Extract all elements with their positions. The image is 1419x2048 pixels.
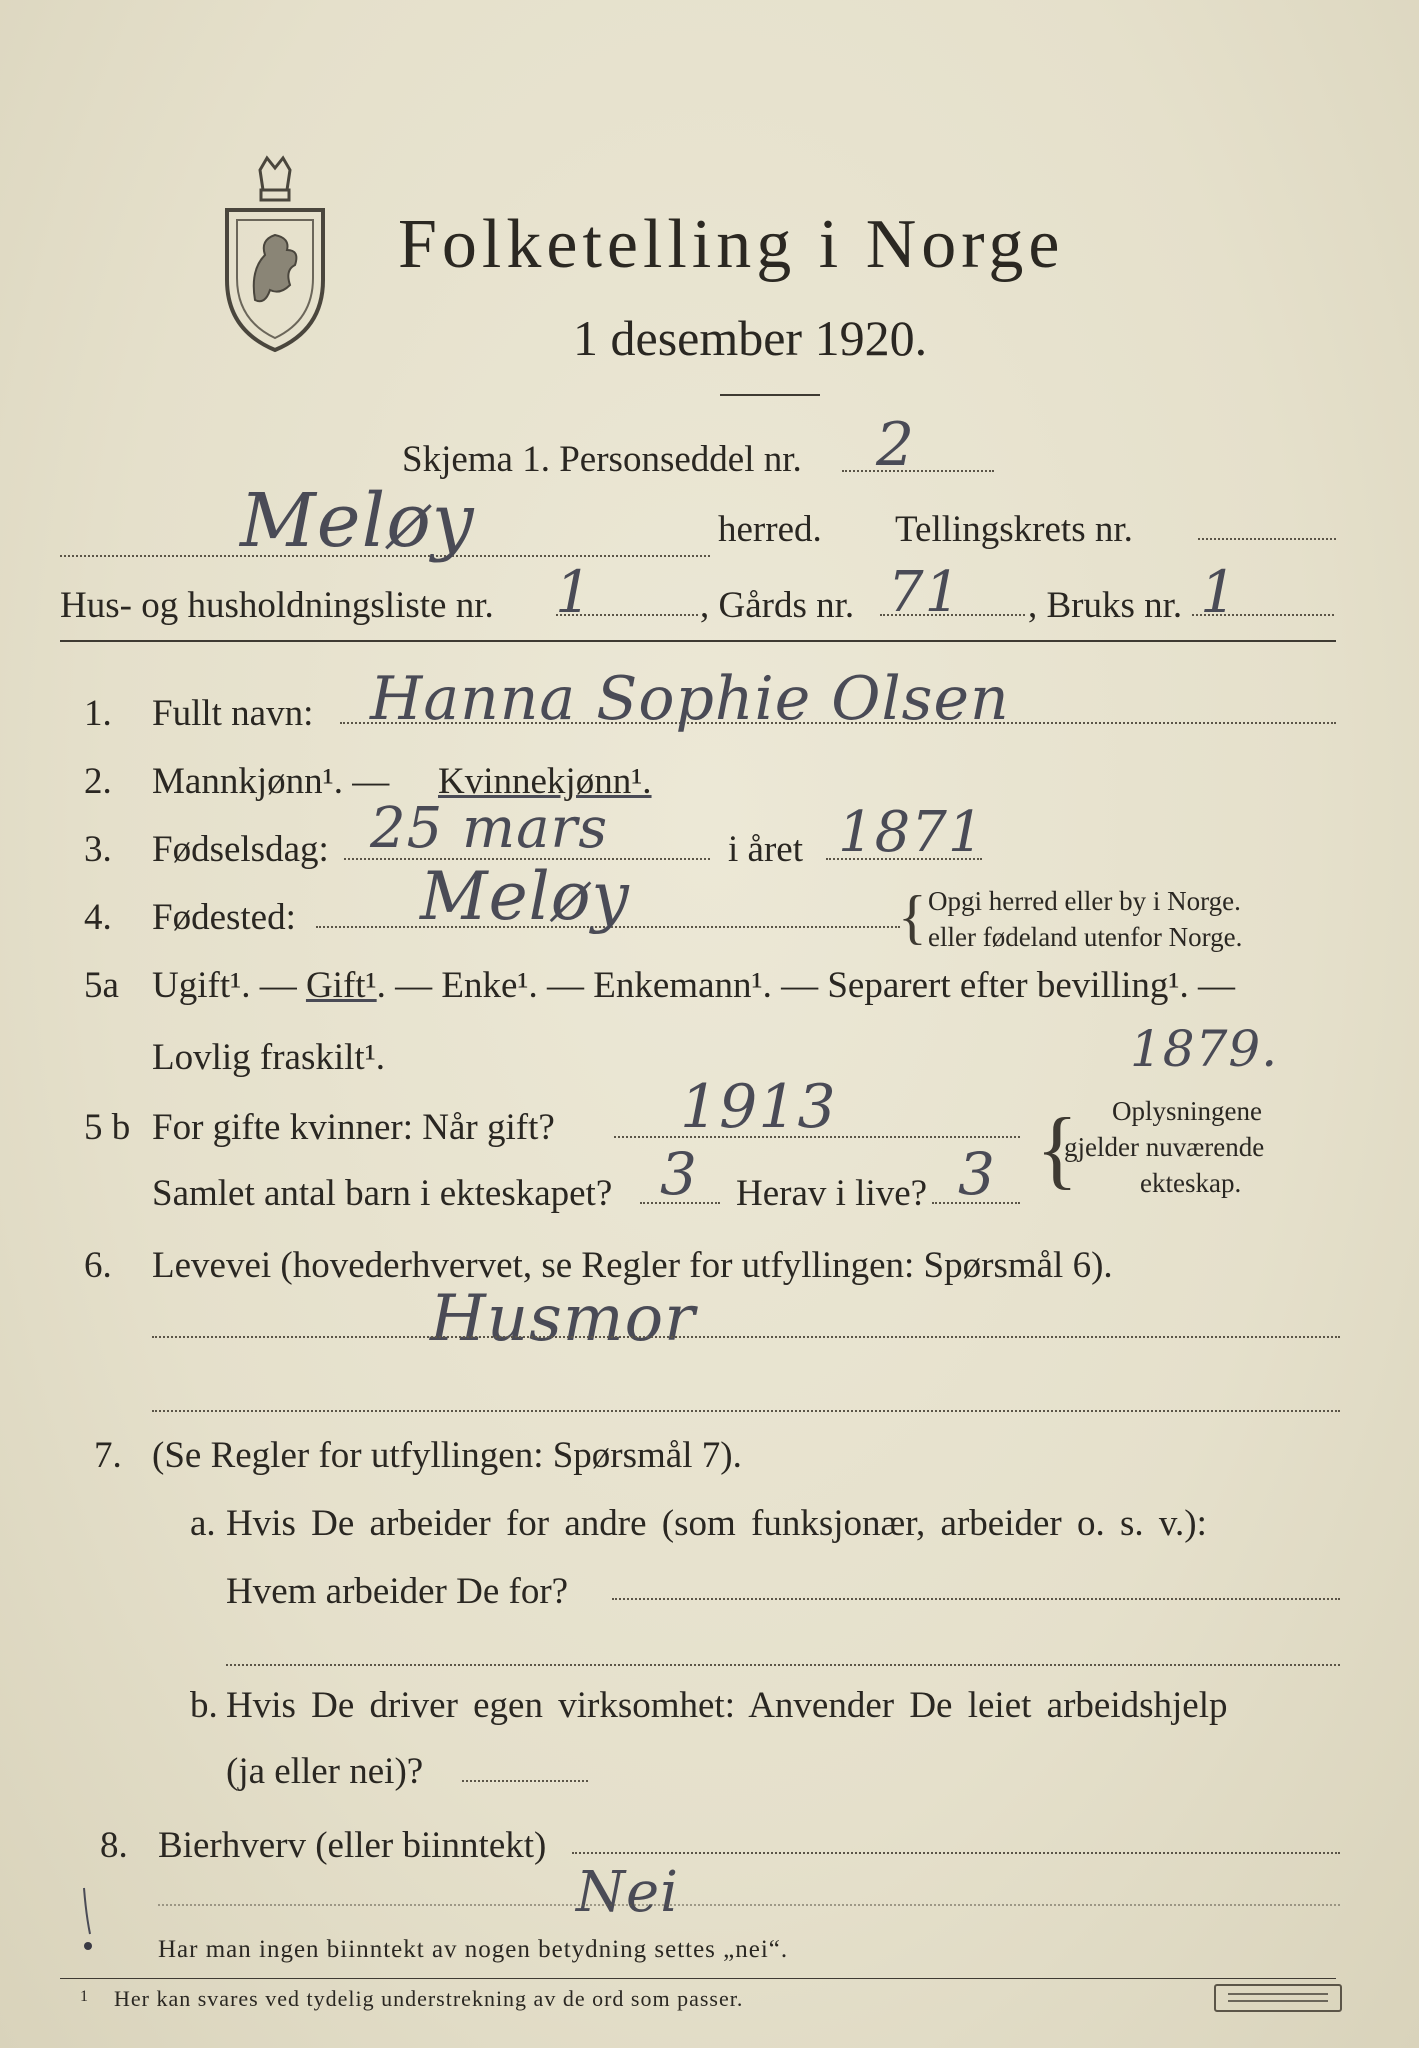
q7b-text: Hvis De driver egen virksomhet: Anvender De leiet arbeidshjelp (226, 1685, 1228, 1726)
q4-note-line2: eller fødeland utenfor Norge. (928, 922, 1243, 952)
q3-year-label: i året (728, 829, 803, 870)
herred-value: Meløy (240, 478, 475, 564)
q3-label: Fødselsdag: (152, 829, 329, 870)
q5b-alive-label: Herav i live? (736, 1173, 928, 1214)
q7b-marker: b. (190, 1685, 218, 1726)
printer-stamp (1214, 1984, 1342, 2012)
q5b-alive-value: 3 (958, 1140, 996, 1208)
q8-note: Har man ingen biinntekt av nogen betydning settes „nei“. (158, 1936, 789, 1963)
tellingskrets-field-line (1198, 538, 1336, 540)
q5b-note-line2: gjelder nuværende (1064, 1132, 1265, 1162)
q6-number: 6. (84, 1245, 112, 1286)
q6-value: Husmor (430, 1282, 696, 1356)
hus-label: Hus- og husholdningsliste nr. (60, 585, 494, 626)
header-divider (60, 640, 1336, 642)
q2-male-option: Mannkjønn¹. — (152, 761, 390, 802)
q5a-option-rest: . — Enke¹. — Enkemann¹. — Separert efter bevilling¹. — (376, 965, 1236, 1006)
q8-number: 8. (100, 1825, 128, 1866)
bruks-value: 1 (1200, 558, 1238, 626)
q7a-field-line-2 (226, 1664, 1340, 1666)
q3-value: 25 mars (370, 796, 609, 861)
q7-label: (Se Regler for utfyllingen: Spørsmål 7). (152, 1435, 742, 1476)
q7a-text: Hvis De arbeider for andre (som funksjonær, arbeider o. s. v.): (226, 1503, 1207, 1544)
skjema-value: 2 (876, 410, 916, 480)
gards-label: , Gårds nr. (700, 585, 855, 626)
skjema-label: Skjema 1. Personseddel nr. (402, 439, 802, 480)
margin-mark (76, 1884, 96, 1954)
hus-value: 1 (555, 558, 593, 626)
footnote-marker: 1 (80, 1988, 88, 2005)
q7a-field-line-1 (612, 1598, 1340, 1600)
q7b-field-line (462, 1780, 588, 1782)
census-date: 1 desember 1920. (573, 310, 928, 366)
q4-number: 4. (84, 897, 112, 938)
q5b-children-label: Samlet antal barn i ekteskapet? (152, 1173, 613, 1214)
q5a-option-gift: Gift¹ (305, 965, 377, 1006)
q4-note-line1: Opgi herred eller by i Norge. (928, 886, 1241, 916)
tellingskrets-label: Tellingskrets nr. (895, 509, 1133, 550)
q7a-question: Hvem arbeider De for? (226, 1571, 569, 1612)
q1-number: 1. (84, 693, 112, 734)
q1-value: Hanna Sophie Olsen (370, 664, 1010, 734)
q8-label: Bierhverv (eller biinntekt) (158, 1825, 547, 1866)
q5b-value: 1913 (680, 1072, 837, 1142)
title-divider (720, 394, 820, 396)
form-title: Folketelling i Norge (398, 206, 1065, 283)
q8-field-line-2 (158, 1904, 1340, 1906)
q2-number: 2. (84, 761, 112, 802)
q3-number: 3. (84, 829, 112, 870)
q5b-brace: { (1036, 1101, 1079, 1198)
q1-label: Fullt navn: (152, 693, 314, 734)
q7a-marker: a. (190, 1503, 216, 1544)
q8-value: Nei (576, 1860, 680, 1925)
q4-brace: { (898, 884, 927, 950)
bruks-label: , Bruks nr. (1028, 585, 1183, 626)
gards-value: 71 (888, 560, 962, 625)
q6-field-line-1 (152, 1336, 1340, 1338)
q2-female-option: Kvinnekjønn¹. (438, 761, 652, 802)
q5a-extra-value: 1879. (1130, 1020, 1279, 1078)
footnote-divider (60, 1978, 1336, 1979)
q3-year-value: 1871 (838, 800, 985, 865)
q6-field-line-2 (152, 1410, 1340, 1412)
q5a-line2: Lovlig fraskilt¹. (152, 1037, 386, 1078)
q5b-children-value: 3 (660, 1140, 698, 1208)
q6-label: Levevei (hovederhvervet, se Regler for utfyllingen: Spørsmål 6). (152, 1245, 1113, 1286)
footnote-text: Her kan svares ved tydelig understrekning av de ord som passer. (114, 1986, 744, 2011)
skjema-field-line (842, 470, 994, 472)
q5b-note-line3: ekteskap. (1140, 1168, 1242, 1198)
q5a-number: 5a (84, 965, 119, 1006)
q5b-number: 5 b (84, 1107, 131, 1148)
q7b-question: (ja eller nei)? (226, 1751, 424, 1792)
q5a-options (152, 964, 1235, 1008)
q7-number: 7. (94, 1435, 122, 1476)
q8-field-line (572, 1852, 1340, 1854)
q5a-option-ugift: Ugift¹. — (152, 965, 297, 1006)
q4-label: Fødested: (152, 897, 296, 938)
q5b-note-line1: Oplysningene (1112, 1096, 1262, 1126)
q5b-label: For gifte kvinner: Når gift? (152, 1107, 555, 1148)
coat-of-arms-emblem (215, 150, 335, 360)
herred-label: herred. (718, 509, 822, 550)
q4-value: Meløy (420, 858, 630, 935)
